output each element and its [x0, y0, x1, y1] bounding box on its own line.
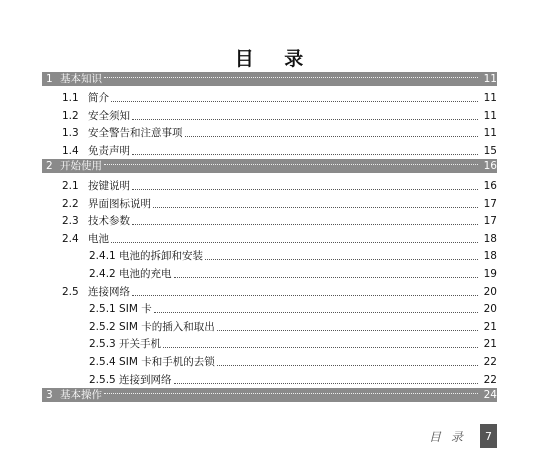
toc-number: 1.3 — [62, 127, 79, 140]
toc-page: 11 — [483, 109, 497, 122]
toc-page: 19 — [483, 267, 497, 280]
toc-label: 2.5.2 SIM 卡的插入和取出 — [89, 320, 215, 333]
toc-entry[interactable] — [42, 299, 497, 317]
toc-entry[interactable] — [42, 316, 497, 334]
toc-entry[interactable] — [42, 334, 497, 352]
toc-entry[interactable] — [42, 369, 497, 387]
toc-number: 3 — [46, 389, 53, 401]
toc-label: 2.5.4 SIM 卡和手机的去锁 — [89, 355, 215, 368]
toc-page: 15 — [483, 144, 497, 157]
toc-entry[interactable] — [42, 211, 497, 229]
dot-leader — [153, 207, 478, 208]
toc-page: 16 — [483, 160, 497, 173]
dot-leader — [104, 77, 478, 78]
toc-entry[interactable] — [42, 228, 497, 246]
toc-number: 2.5 — [62, 285, 79, 298]
toc-number: 2.2 — [62, 197, 79, 210]
toc-entry[interactable] — [42, 388, 497, 402]
toc-label: 技术参数 — [88, 215, 130, 228]
dot-leader — [132, 295, 478, 296]
toc-label: 界面图标说明 — [88, 197, 151, 210]
dot-leader — [132, 119, 478, 120]
toc-number: 2.4 — [62, 232, 79, 245]
toc-page: 22 — [483, 355, 497, 368]
dot-leader — [185, 136, 479, 137]
dot-leader — [163, 347, 478, 348]
toc-page: 11 — [483, 127, 497, 140]
toc-page: 20 — [483, 303, 497, 316]
toc-label: 按键说明 — [88, 179, 130, 192]
toc-label: 2.5.1 SIM 卡 — [89, 303, 152, 316]
toc-label: 连接网络 — [88, 285, 130, 298]
toc-entry[interactable] — [42, 246, 497, 264]
toc-label: 安全须知 — [88, 109, 130, 122]
dot-leader — [132, 154, 478, 155]
toc-page: 17 — [483, 215, 497, 228]
footer-section-title: 目 录 — [429, 430, 466, 444]
dot-leader — [217, 330, 478, 331]
toc-label: 2.4.2 电池的充电 — [89, 267, 172, 280]
dot-leader — [174, 277, 478, 278]
toc-label: 2.4.1 电池的拆卸和安装 — [89, 250, 204, 263]
toc-entry[interactable] — [42, 281, 497, 299]
toc-page: 22 — [483, 373, 497, 386]
toc-number: 1.4 — [62, 144, 79, 157]
toc-label: 基本操作 — [60, 389, 102, 401]
toc-page: 11 — [483, 92, 497, 105]
toc-label: 电池 — [88, 232, 109, 245]
toc-entry[interactable] — [42, 105, 497, 123]
toc-label: 简介 — [88, 92, 109, 105]
dot-leader — [132, 189, 478, 190]
toc-number: 2.3 — [62, 215, 79, 228]
toc-label: 安全警告和注意事项 — [88, 127, 183, 140]
toc-page: 21 — [483, 338, 497, 351]
toc-page: 18 — [483, 250, 497, 263]
toc-label: 免责声明 — [88, 144, 130, 157]
dot-leader — [154, 312, 478, 313]
toc-entry[interactable] — [42, 351, 497, 369]
toc-entry[interactable] — [42, 140, 497, 158]
table-of-contents — [42, 70, 497, 404]
dot-leader — [104, 393, 478, 394]
dot-leader — [111, 101, 478, 102]
toc-label: 2.5.5 连接到网络 — [89, 373, 172, 386]
toc-entry[interactable] — [42, 88, 497, 106]
toc-entry[interactable] — [42, 263, 497, 281]
toc-label: 基本知识 — [60, 72, 102, 85]
toc-page: 18 — [483, 232, 497, 245]
toc-entry[interactable] — [42, 123, 497, 141]
toc-page: 16 — [483, 179, 497, 192]
toc-number: 1.1 — [62, 92, 79, 105]
toc-number: 2.1 — [62, 179, 79, 192]
toc-page: 21 — [483, 320, 497, 333]
toc-entry[interactable] — [42, 72, 497, 86]
page-title: 目 录 — [234, 48, 316, 70]
toc-number: 2 — [46, 160, 53, 173]
toc-page: 17 — [483, 197, 497, 210]
toc-label: 开始使用 — [60, 160, 102, 173]
toc-page: 11 — [483, 72, 497, 85]
dot-leader — [104, 164, 478, 165]
dot-leader — [111, 242, 478, 243]
toc-entry[interactable] — [42, 193, 497, 211]
dot-leader — [205, 259, 478, 260]
toc-entry[interactable] — [42, 159, 497, 173]
toc-page: 24 — [483, 389, 497, 401]
toc-entry[interactable] — [42, 175, 497, 193]
dot-leader — [132, 224, 478, 225]
toc-label: 2.5.3 开关手机 — [89, 338, 162, 351]
toc-number: 1 — [46, 72, 53, 85]
toc-page: 20 — [483, 285, 497, 298]
page-number: 7 — [480, 424, 497, 448]
toc-number: 1.2 — [62, 109, 79, 122]
dot-leader — [217, 365, 478, 366]
dot-leader — [174, 383, 478, 384]
